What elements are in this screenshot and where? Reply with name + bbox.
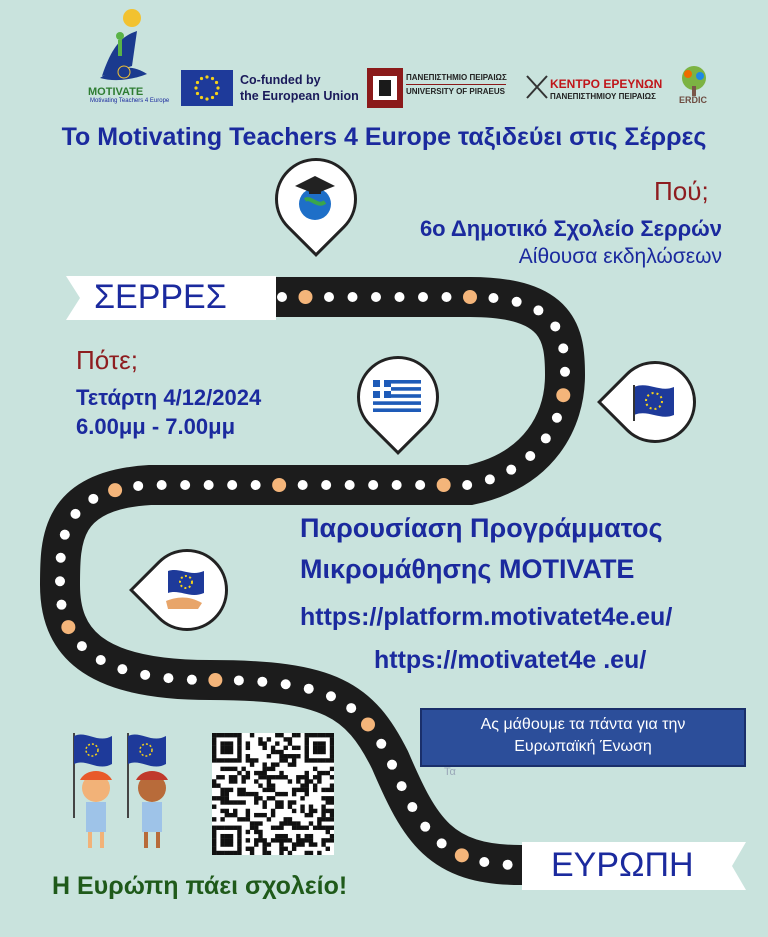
road-dot bbox=[96, 655, 106, 665]
graduation-globe-icon bbox=[285, 168, 345, 228]
unipi-divider bbox=[406, 84, 506, 85]
greece-flag-icon bbox=[367, 366, 427, 426]
road-dot bbox=[70, 509, 80, 519]
motivate-name: MOTIVATE bbox=[88, 86, 144, 98]
road-dot bbox=[55, 576, 65, 586]
road-dot bbox=[550, 321, 560, 331]
road-dot bbox=[462, 480, 472, 490]
where-label: Πού; bbox=[654, 176, 709, 206]
road-dot bbox=[324, 292, 334, 302]
road-dot bbox=[281, 679, 291, 689]
eu-flag-hand-icon bbox=[156, 559, 216, 619]
road-accent-dot bbox=[361, 717, 375, 731]
eu-flag-icon bbox=[624, 371, 684, 431]
child-flag-icon-2 bbox=[128, 733, 168, 848]
slogan: Η Ευρώπη πάει σχολείο! bbox=[52, 872, 348, 900]
start-city: ΣΕΡΡΕΣ bbox=[94, 278, 227, 316]
road-dot bbox=[506, 465, 516, 475]
road-dot bbox=[88, 494, 98, 504]
road-accent-dot bbox=[463, 290, 477, 304]
road-dot bbox=[180, 480, 190, 490]
road-dot bbox=[395, 292, 405, 302]
road-dot bbox=[157, 480, 167, 490]
road-dot bbox=[533, 305, 543, 315]
road-dot bbox=[298, 480, 308, 490]
road-dot bbox=[560, 367, 570, 377]
road-accent-dot bbox=[272, 478, 286, 492]
children-illustration bbox=[56, 728, 186, 856]
road-dot bbox=[227, 480, 237, 490]
road-dot bbox=[418, 292, 428, 302]
road-dot bbox=[348, 292, 358, 302]
road-dot bbox=[387, 760, 397, 770]
road-dot bbox=[407, 802, 417, 812]
eu-cofunded-line1: Co-funded by bbox=[240, 73, 321, 87]
road-dot bbox=[558, 343, 568, 353]
road-dot bbox=[304, 684, 314, 694]
qr-code[interactable] bbox=[212, 733, 334, 855]
unipi-name-gr: ΠΑΝΕΠΙΣΤΗΜΙΟ ΠΕΙΡΑΙΩΣ bbox=[406, 73, 507, 82]
road-dot bbox=[140, 670, 150, 680]
road-dot bbox=[321, 480, 331, 490]
road-dot bbox=[60, 530, 70, 540]
road-dot bbox=[525, 451, 535, 461]
road-dot bbox=[133, 481, 143, 491]
erdic-label: ERDIC bbox=[679, 95, 708, 105]
when-date: Τετάρτη 4/12/2024 bbox=[76, 385, 262, 410]
road-dot bbox=[512, 297, 522, 307]
child-flag-icon bbox=[74, 733, 112, 848]
road-dot bbox=[420, 822, 430, 832]
road-accent-dot bbox=[437, 478, 451, 492]
road-dot bbox=[163, 673, 173, 683]
where-school: 6ο Δημοτικό Σχολείο Σερρών bbox=[419, 216, 722, 241]
eu-note-faint: Τα bbox=[444, 766, 456, 778]
where-room: Αίθουσα εκδηλώσεων bbox=[518, 245, 722, 268]
road-dot bbox=[488, 293, 498, 303]
presentation-line1: Παρουσίαση Προγράμματος bbox=[300, 513, 663, 543]
road-dot bbox=[442, 292, 452, 302]
road-dot bbox=[368, 480, 378, 490]
when-time: 6.00μμ - 7.00μμ bbox=[76, 414, 236, 439]
unipi-crest-icon bbox=[367, 68, 403, 108]
logo-row bbox=[0, 0, 768, 120]
road-dot bbox=[397, 781, 407, 791]
road-dot bbox=[56, 600, 66, 610]
road-dot bbox=[392, 480, 402, 490]
presentation-line2: Μικρομάθησης MOTIVATE bbox=[300, 554, 635, 584]
page-title: Το Motivating Teachers 4 Europe ταξιδεύει στις Σέρρες bbox=[61, 123, 707, 151]
eu-cofunded-line2: the European Union bbox=[240, 89, 359, 103]
research-center-line1: ΚΕΝΤΡΟ ΕΡΕΥΝΩΝ bbox=[550, 77, 663, 91]
research-center-line2: ΠΑΝΕΠΙΣΤΗΜΙΟΥ ΠΕΙΡΑΙΩΣ bbox=[550, 92, 656, 101]
road-dot bbox=[56, 553, 66, 563]
road-accent-dot bbox=[455, 848, 469, 862]
road-accent-dot bbox=[208, 673, 222, 687]
end-city: ΕΥΡΩΠΗ bbox=[551, 846, 694, 884]
road-dot bbox=[277, 292, 287, 302]
road-dot bbox=[371, 292, 381, 302]
road-dot bbox=[437, 838, 447, 848]
road-dot bbox=[346, 703, 356, 713]
road-accent-dot bbox=[108, 483, 122, 497]
eu-flag-logo-icon bbox=[181, 70, 233, 106]
road-dot bbox=[479, 857, 489, 867]
road-dot bbox=[187, 675, 197, 685]
road-accent-dot bbox=[299, 290, 313, 304]
unipi-name-en: UNIVERSITY OF PIRAEUS bbox=[406, 87, 505, 96]
eu-note-line1: Ας μάθουμε τα πάντα για την bbox=[480, 716, 686, 733]
road-dot bbox=[485, 474, 495, 484]
road-dot bbox=[415, 480, 425, 490]
eu-note-box bbox=[420, 708, 746, 767]
when-label: Πότε; bbox=[76, 345, 138, 375]
road-dot bbox=[503, 860, 513, 870]
road-dot bbox=[552, 413, 562, 423]
platform-link[interactable]: https://platform.motivatet4e.eu/ bbox=[300, 603, 673, 631]
road-accent-dot bbox=[556, 388, 570, 402]
motivate-logo bbox=[92, 6, 152, 88]
road-dot bbox=[204, 480, 214, 490]
road-dot bbox=[234, 675, 244, 685]
site-link[interactable]: https://motivatet4e .eu/ bbox=[374, 646, 647, 674]
road-dot bbox=[376, 739, 386, 749]
road-dot bbox=[345, 480, 355, 490]
road-dot bbox=[326, 691, 336, 701]
road-dot bbox=[251, 480, 261, 490]
road-accent-dot bbox=[61, 620, 75, 634]
road-dot bbox=[77, 641, 87, 651]
road-dot bbox=[117, 664, 127, 674]
road-dot bbox=[541, 433, 551, 443]
eu-note-line2: Ευρωπαϊκή Ένωση bbox=[514, 738, 652, 755]
road-dot bbox=[257, 677, 267, 687]
research-center-icon bbox=[525, 74, 549, 100]
motivate-subtitle: Motivating Teachers 4 Europe bbox=[90, 98, 170, 104]
